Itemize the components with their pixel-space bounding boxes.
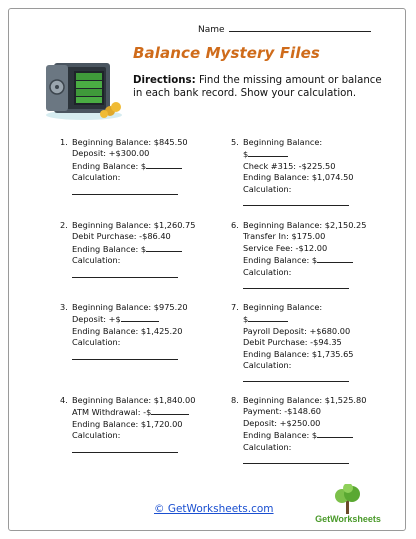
- problem-line: Calculation:: [243, 183, 292, 194]
- problem-line: Calculation:: [243, 441, 292, 452]
- safe-illustration-icon: [44, 57, 124, 121]
- calculation-line: [72, 442, 178, 453]
- problem-line: Calculation:: [72, 172, 121, 183]
- directions-text: Find the missing amount or balance in each bank record. Show your calculation.: [133, 75, 382, 99]
- getworksheets-link[interactable]: © GetWorksheets.com: [154, 503, 274, 515]
- problem-line-blank: Ending Balance: $: [243, 429, 366, 441]
- problem-line: Service Fee: -$12.00: [243, 242, 328, 253]
- problem-line: Debit Purchase: -$94.35: [243, 337, 342, 348]
- problem-line: Payment: -$148.60: [243, 406, 322, 417]
- calculation-line: [72, 184, 178, 195]
- problem-line-blank: Ending Balance: $: [72, 243, 195, 255]
- problem-number: 7.: [231, 302, 239, 312]
- calculation-line: [72, 267, 178, 278]
- problem-number: 1.: [60, 137, 68, 147]
- problem-line: Check #315: -$225.50: [243, 160, 336, 171]
- problem-line: Calculation:: [243, 360, 292, 371]
- problem-line: Transfer In: $175.00: [243, 231, 326, 242]
- problem-line: Calculation:: [72, 255, 121, 266]
- problem-line: Payroll Deposit: +$680.00: [243, 325, 351, 336]
- problem-line: Beginning Balance: $1,525.80: [243, 395, 367, 405]
- directions-label: Directions:: [133, 75, 196, 86]
- name-field: [198, 22, 371, 35]
- getworksheets-logo-icon: [312, 484, 384, 526]
- problem-line: Beginning Balance: $975.20: [72, 302, 188, 312]
- problem-line: Beginning Balance: $845.50: [72, 137, 188, 147]
- calculation-line: [243, 195, 349, 206]
- calculation-line: [243, 453, 349, 464]
- problem-line: Ending Balance: $1,425.20: [72, 325, 183, 336]
- problem-line-blank: Ending Balance: $: [72, 160, 188, 172]
- problem-line: Calculation:: [243, 266, 292, 277]
- problem-line: Calculation:: [72, 337, 121, 348]
- calculation-line: [72, 349, 178, 360]
- problem-number: 4.: [60, 395, 68, 405]
- problem-number: 8.: [231, 395, 239, 405]
- problem-line-blank: Ending Balance: $: [243, 254, 366, 266]
- problem-line: Deposit: +$300.00: [72, 148, 150, 159]
- problem-line: Beginning Balance: $2,150.25: [243, 220, 367, 230]
- problem-number: 5.: [231, 137, 239, 147]
- name-blank-line: [229, 22, 371, 32]
- problem-number: 2.: [60, 220, 68, 230]
- problem-line-blank: ATM Withdrawal: -$: [72, 406, 195, 418]
- problem-line-blank: $: [243, 148, 354, 160]
- problem-line: Debit Purchase: -$86.40: [72, 231, 171, 242]
- problem-line: Deposit: +$250.00: [243, 417, 321, 428]
- problem-line: Beginning Balance:: [243, 137, 323, 147]
- problem-line-blank: Deposit: +$: [72, 313, 188, 325]
- problem-line: Beginning Balance:: [243, 302, 323, 312]
- logo-text: GetWorksheets: [315, 514, 381, 524]
- problem-line: Ending Balance: $1,074.50: [243, 172, 354, 183]
- calculation-line: [243, 278, 349, 289]
- problem-number: 6.: [231, 220, 239, 230]
- problem-line: Ending Balance: $1,735.65: [243, 348, 354, 359]
- directions: [133, 74, 383, 100]
- name-label: Name: [198, 25, 225, 35]
- problem-line: Beginning Balance: $1,260.75: [72, 220, 196, 230]
- problem-number: 3.: [60, 302, 68, 312]
- problem-line: Ending Balance: $1,720.00: [72, 418, 183, 429]
- calculation-line: [243, 371, 349, 382]
- problem-line: Calculation:: [72, 430, 121, 441]
- problem-line: Beginning Balance: $1,840.00: [72, 395, 196, 405]
- problem-line-blank: $: [243, 313, 354, 325]
- worksheet-title: Balance Mystery Files: [133, 44, 320, 62]
